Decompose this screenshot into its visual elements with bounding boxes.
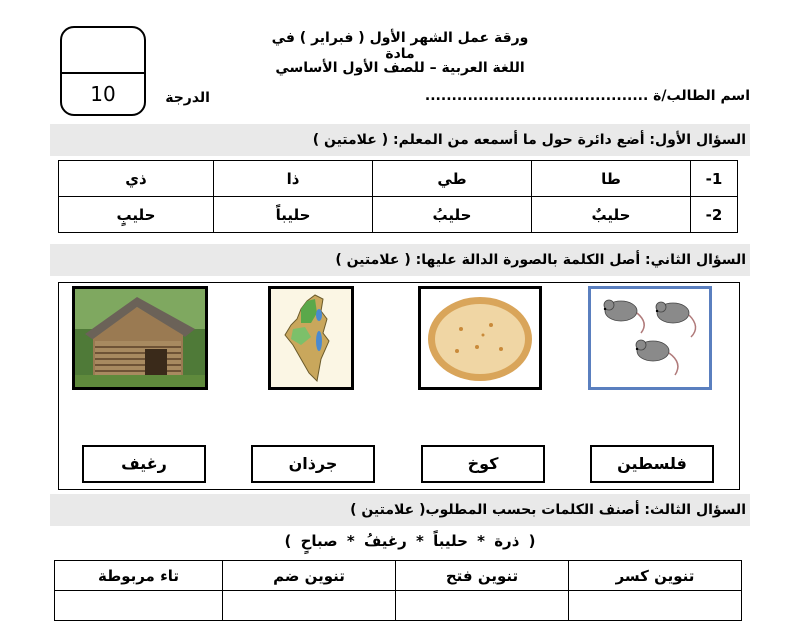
word-box: رغيف xyxy=(82,445,206,483)
grade-total: 10 xyxy=(90,82,116,106)
hut-picture xyxy=(72,286,208,390)
answer-cell xyxy=(396,591,569,621)
syllable-cell: ذي xyxy=(59,161,214,197)
answer-cell xyxy=(55,591,223,621)
column-header: تنوين فتح xyxy=(396,561,569,591)
question-2-title: السؤال الثاني: أصل الكلمة بالصورة الدالة عليها: ( علامتين ) xyxy=(50,244,750,276)
row-number: 2- xyxy=(691,197,738,233)
table-row xyxy=(55,561,742,591)
column-header: تنوين ضم xyxy=(223,561,396,591)
word-cell: حليباً xyxy=(214,197,373,233)
worksheet-subtitle: اللغة العربية – للصف الأول الأساسي xyxy=(275,60,525,76)
word-cell: حليبٍ xyxy=(59,197,214,233)
syllable-cell: طي xyxy=(373,161,532,197)
word-cell: حليبٌ xyxy=(532,197,691,233)
syllable-cell: طا xyxy=(532,161,691,197)
column-header: تاء مربوطة xyxy=(55,561,223,591)
question-1-title: السؤال الأول: أضع دائرة حول ما أسمعه من المعلم: ( علامتين ) xyxy=(50,124,750,156)
palestine-map-picture xyxy=(268,286,354,390)
word-list: ( ذرة * حليباً * رغيفُ * صباحٍ ) xyxy=(284,532,536,550)
grade-label: الدرجة xyxy=(165,90,210,106)
answer-cell xyxy=(569,591,742,621)
question-3-table xyxy=(54,560,742,621)
table-row xyxy=(59,161,738,197)
word-box: جرذان xyxy=(251,445,375,483)
word-cell: حليبُ xyxy=(373,197,532,233)
bread-picture xyxy=(418,286,542,390)
mice-picture xyxy=(588,286,712,390)
row-number: 1- xyxy=(691,161,738,197)
table-row xyxy=(59,197,738,233)
student-name-field: اسم الطالب/ة .......................................... xyxy=(424,88,750,104)
table-row xyxy=(55,591,742,621)
word-box: كوخ xyxy=(421,445,545,483)
worksheet-title: ورقة عمل الشهر الأول ( فبراير ) في مادة xyxy=(271,30,529,62)
grade-box xyxy=(60,26,146,116)
grade-score-area xyxy=(62,28,144,74)
syllable-cell: ذا xyxy=(214,161,373,197)
answer-cell xyxy=(223,591,396,621)
question-1-table xyxy=(58,160,738,233)
question-3-title: السؤال الثالث: أصنف الكلمات بحسب المطلوب( علامتين ) xyxy=(50,494,750,526)
word-box: فلسطين xyxy=(590,445,714,483)
column-header: تنوين كسر xyxy=(569,561,742,591)
